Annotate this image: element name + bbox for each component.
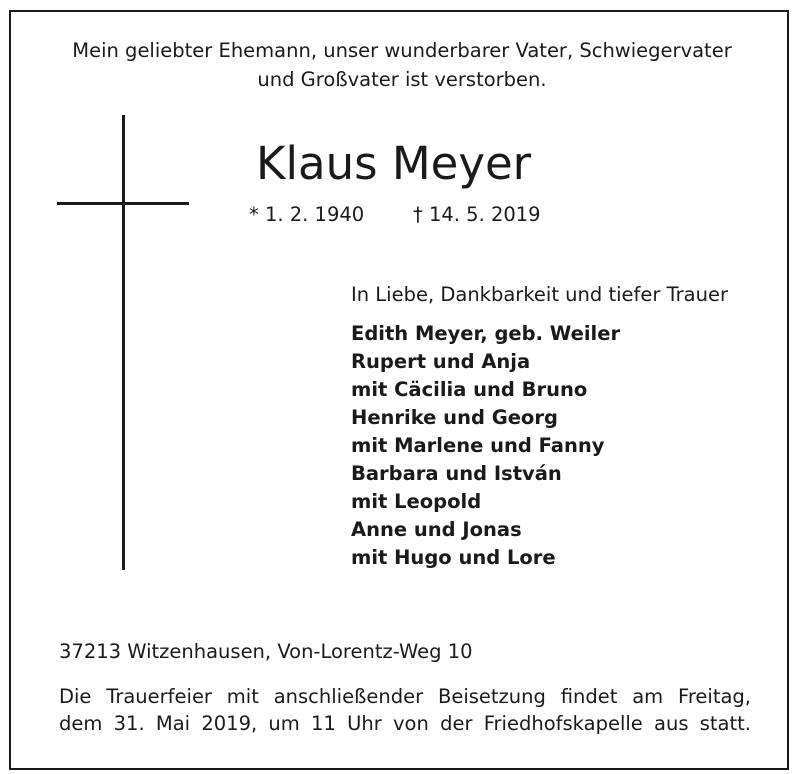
intro-line: und Großvater ist verstorben. xyxy=(257,68,547,91)
intro-line: Mein geliebter Ehemann, unser wunderbarer Vater, Schwiegervater xyxy=(72,39,732,62)
family-member: mit Leopold xyxy=(351,490,482,513)
family-member: Rupert und Anja xyxy=(351,350,531,373)
cross-vertical-bar xyxy=(122,115,125,570)
family-member: mit Hugo und Lore xyxy=(351,546,556,569)
ceremony-info xyxy=(59,683,751,737)
mourning-line: In Liebe, Dankbarkeit und tiefer Trauer xyxy=(351,283,728,306)
ceremony-line: Die Trauerfeier mit anschließender Beisetzung findet am Freitag, xyxy=(59,685,751,708)
deceased-name: Klaus Meyer xyxy=(256,137,532,190)
obituary-notice xyxy=(9,10,789,770)
birth-date: * 1. 2. 1940 xyxy=(249,203,365,226)
death-date: † 14. 5. 2019 xyxy=(413,203,541,226)
family-member: Anne und Jonas xyxy=(351,518,522,541)
family-member: Henrike und Georg xyxy=(351,406,558,429)
ceremony-line: dem 31. Mai 2019, um 11 Uhr von der Friedhofskapelle aus statt. xyxy=(59,712,751,735)
family-list xyxy=(351,320,620,572)
address: 37213 Witzenhausen, Von-Lorentz-Weg 10 xyxy=(59,640,473,663)
intro-text xyxy=(11,36,793,94)
family-member: Edith Meyer, geb. Weiler xyxy=(351,322,621,345)
family-member: mit Marlene und Fanny xyxy=(351,434,605,457)
family-member: Barbara und István xyxy=(351,462,562,485)
cross-horizontal-bar xyxy=(57,202,189,205)
family-member: mit Cäcilia und Bruno xyxy=(351,378,588,401)
